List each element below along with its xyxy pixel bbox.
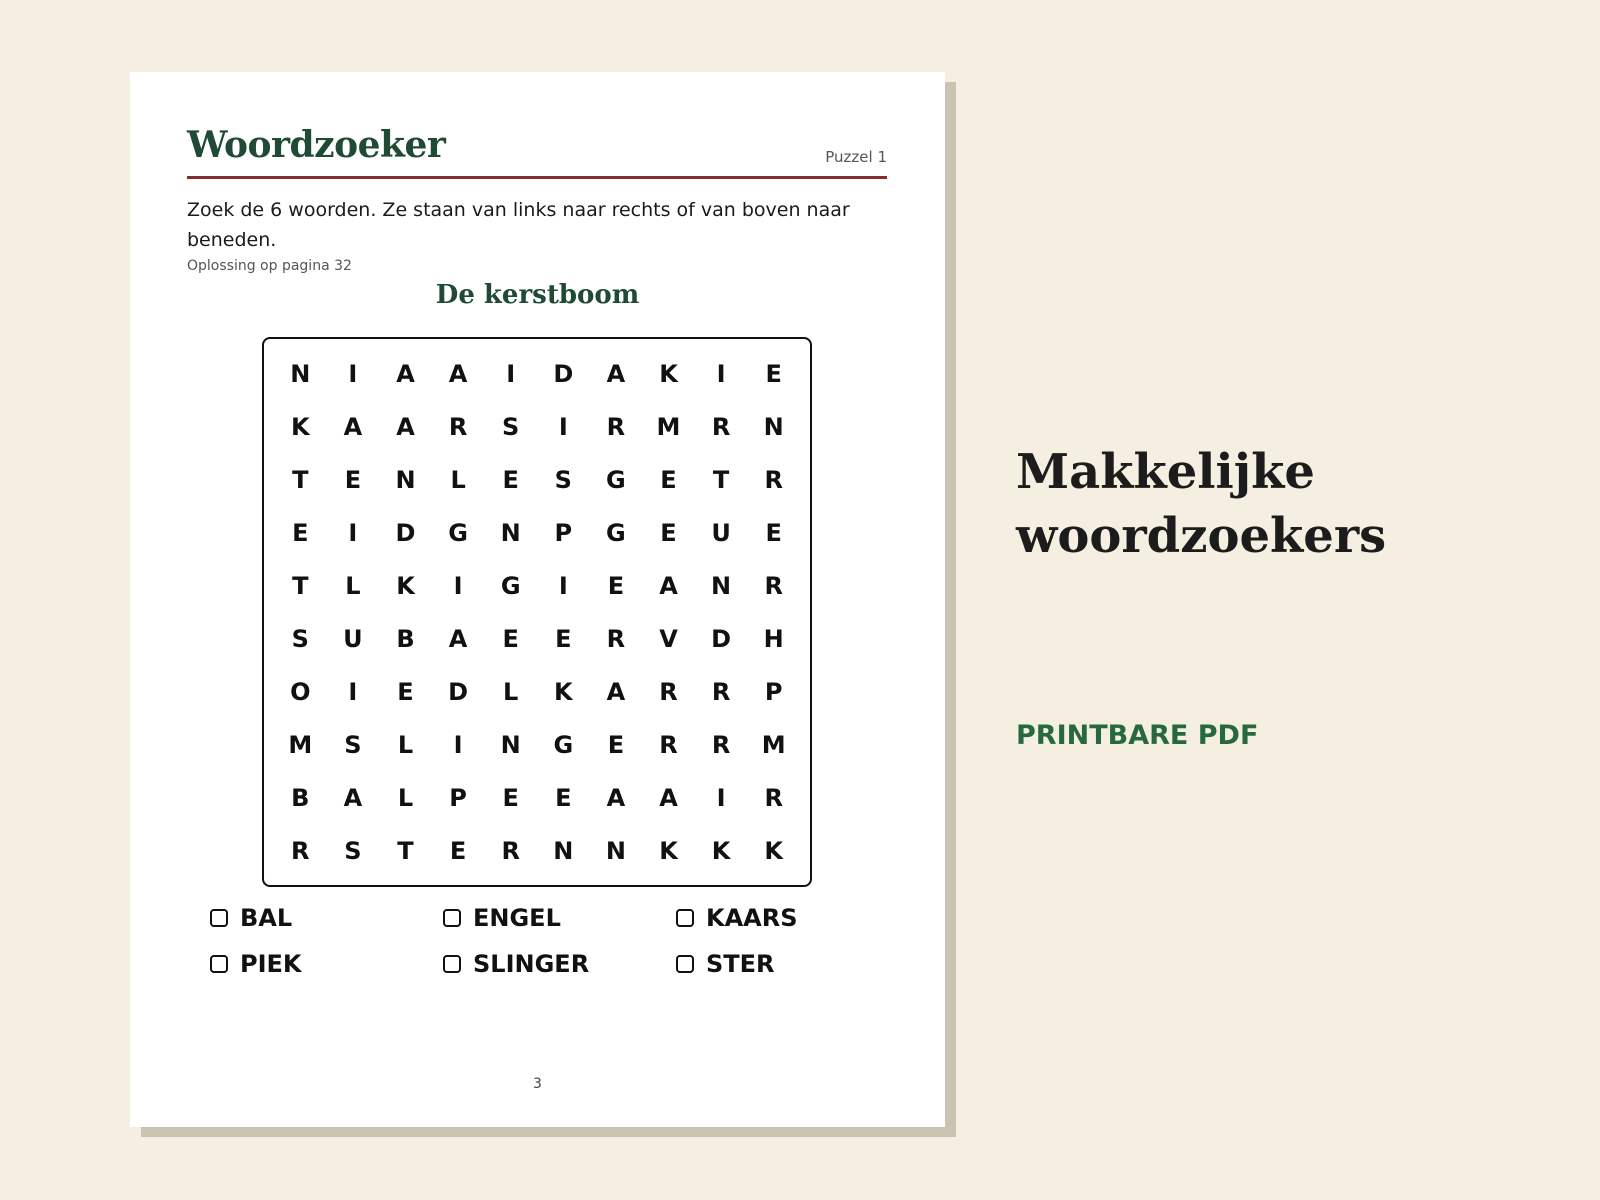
promo-heading-line-2: woordzoekers [1016, 508, 1387, 564]
grid-cell: S [554, 465, 572, 494]
grid-cell: E [344, 465, 362, 494]
grid-cell: E [555, 624, 572, 653]
grid-cell: L [503, 677, 519, 706]
grid-cell: A [659, 571, 678, 600]
grid-cell: L [345, 571, 361, 600]
word-item[interactable] [676, 948, 909, 980]
grid-cell: R [659, 677, 678, 706]
word-checkbox[interactable] [443, 909, 461, 927]
grid-cell: N [605, 836, 626, 865]
word-item[interactable] [676, 902, 909, 934]
grid-cell: R [764, 465, 783, 494]
word-label: PIEK [240, 950, 302, 978]
grid-cell: D [395, 518, 416, 547]
grid-cell: R [606, 624, 626, 653]
grid-cell: G [500, 571, 521, 600]
grid-cell: K [764, 836, 783, 865]
grid-cell: L [450, 465, 466, 494]
grid-cell: M [761, 730, 786, 759]
grid-cell: B [291, 783, 310, 812]
word-label: KAARS [706, 904, 798, 932]
grid-cell: I [453, 730, 463, 759]
grid-cell: A [448, 624, 468, 653]
grid-cell: N [711, 571, 732, 600]
grid-cell: L [397, 783, 414, 812]
grid-cell: A [606, 359, 626, 388]
grid-cell: R [606, 412, 626, 441]
grid-cell: S [344, 836, 362, 865]
grid-cell: N [763, 412, 784, 441]
grid-cell: A [659, 783, 678, 812]
grid-cell: K [290, 412, 310, 441]
grid-cell: A [448, 359, 468, 388]
grid-cell: N [290, 359, 311, 388]
grid-cell: R [711, 412, 731, 441]
grid-cell: S [291, 624, 309, 653]
word-checkbox[interactable] [443, 955, 461, 973]
promo-tag: PRINTBARE PDF [1016, 720, 1259, 751]
grid-cell: I [716, 783, 726, 812]
grid-cell: U [343, 624, 363, 653]
grid-cell: I [558, 412, 568, 441]
grid-cell: E [502, 624, 519, 653]
grid-cell: I [348, 518, 358, 547]
page-number: 3 [533, 1076, 542, 1092]
puzzle-title: De kerstboom [435, 280, 640, 310]
grid-cell: M [656, 412, 681, 441]
grid-cell: R [711, 677, 731, 706]
grid-cell: E [607, 571, 625, 600]
grid-cell: L [397, 730, 414, 759]
grid-cell: A [343, 412, 363, 441]
grid-cell: I [558, 571, 568, 600]
grid-cell: O [290, 677, 311, 706]
word-label: BAL [240, 904, 293, 932]
grid-cell: A [396, 359, 415, 388]
grid-cell: G [448, 518, 468, 547]
grid-cell: T [712, 465, 730, 494]
grid-cell: E [765, 518, 782, 547]
grid-cell: E [397, 677, 414, 706]
grid-cell: T [292, 465, 309, 494]
promo-heading-line-1: Makkelijke [1016, 444, 1315, 500]
instructions-text: Zoek de 6 woorden. Ze staan van links naar rechts of van boven naar beneden. [187, 199, 850, 251]
word-item[interactable] [443, 902, 676, 934]
grid-cell: H [763, 624, 784, 653]
grid-cell: R [448, 412, 468, 441]
grid-cell: N [395, 465, 416, 494]
grid-cell: G [606, 518, 626, 547]
word-label: STER [706, 950, 775, 978]
grid-cell: I [453, 571, 463, 600]
grid-cell: E [660, 518, 677, 547]
grid-cell: D [448, 677, 469, 706]
grid-cell: P [449, 783, 467, 812]
grid-cell: E [502, 465, 519, 494]
grid-cell: E [449, 836, 467, 865]
grid-cell: A [396, 412, 415, 441]
grid-cell: K [396, 571, 415, 600]
word-label: SLINGER [473, 950, 590, 978]
grid-cell: E [502, 783, 519, 812]
word-checkbox[interactable] [676, 955, 694, 973]
grid-cell: T [397, 836, 414, 865]
grid-cell: R [501, 836, 520, 865]
grid-cell: K [659, 359, 678, 388]
word-checkbox[interactable] [210, 955, 228, 973]
grid-cell: S [344, 730, 362, 759]
grid-cell: N [553, 836, 574, 865]
grid-cell: V [659, 624, 678, 653]
grid-cell: R [291, 836, 310, 865]
grid-cell: N [500, 518, 521, 547]
grid-cell: R [764, 571, 783, 600]
grid-cell: U [711, 518, 731, 547]
word-label: ENGEL [473, 904, 561, 932]
grid-cell: K [659, 836, 678, 865]
word-checkbox[interactable] [210, 909, 228, 927]
grid-cell: K [711, 836, 731, 865]
grid-cell: N [500, 730, 521, 759]
promo-heading [1016, 440, 1576, 568]
grid-cell: E [765, 359, 782, 388]
grid-cell: P [764, 677, 783, 706]
title-divider [187, 176, 887, 179]
solution-note: Oplossing op pagina 32 [187, 258, 352, 274]
word-item[interactable] [443, 948, 676, 980]
grid-cell: G [606, 465, 626, 494]
grid-cell: E [555, 783, 572, 812]
grid-cell: R [711, 730, 731, 759]
page-title: Woordzoeker [187, 124, 446, 166]
grid-cell: I [716, 359, 726, 388]
grid-cell: E [607, 730, 625, 759]
grid-cell: E [660, 465, 677, 494]
grid-cell: A [606, 783, 626, 812]
grid-cell: B [396, 624, 415, 653]
grid-cell: D [711, 624, 732, 653]
worksheet-page [130, 72, 945, 1127]
grid-cell: P [554, 518, 573, 547]
grid-cell: I [348, 677, 358, 706]
grid-cell: R [764, 783, 783, 812]
word-list [210, 902, 910, 980]
grid-cell: A [606, 677, 626, 706]
letter-grid [262, 337, 812, 887]
grid-cell: I [348, 359, 358, 388]
grid-cell: S [502, 412, 520, 441]
grid-cell: E [292, 518, 309, 547]
word-item[interactable] [210, 948, 443, 980]
grid-cell: D [553, 359, 574, 388]
word-item[interactable] [210, 902, 443, 934]
grid-cell: A [343, 783, 363, 812]
grid-cell: T [292, 571, 309, 600]
grid-cell: I [506, 359, 516, 388]
grid-cell: R [659, 730, 678, 759]
grid-cell: K [553, 677, 573, 706]
grid-cell: M [288, 730, 313, 759]
word-checkbox[interactable] [676, 909, 694, 927]
grid-cell: G [553, 730, 574, 759]
puzzle-label: Puzzel 1 [825, 148, 887, 166]
